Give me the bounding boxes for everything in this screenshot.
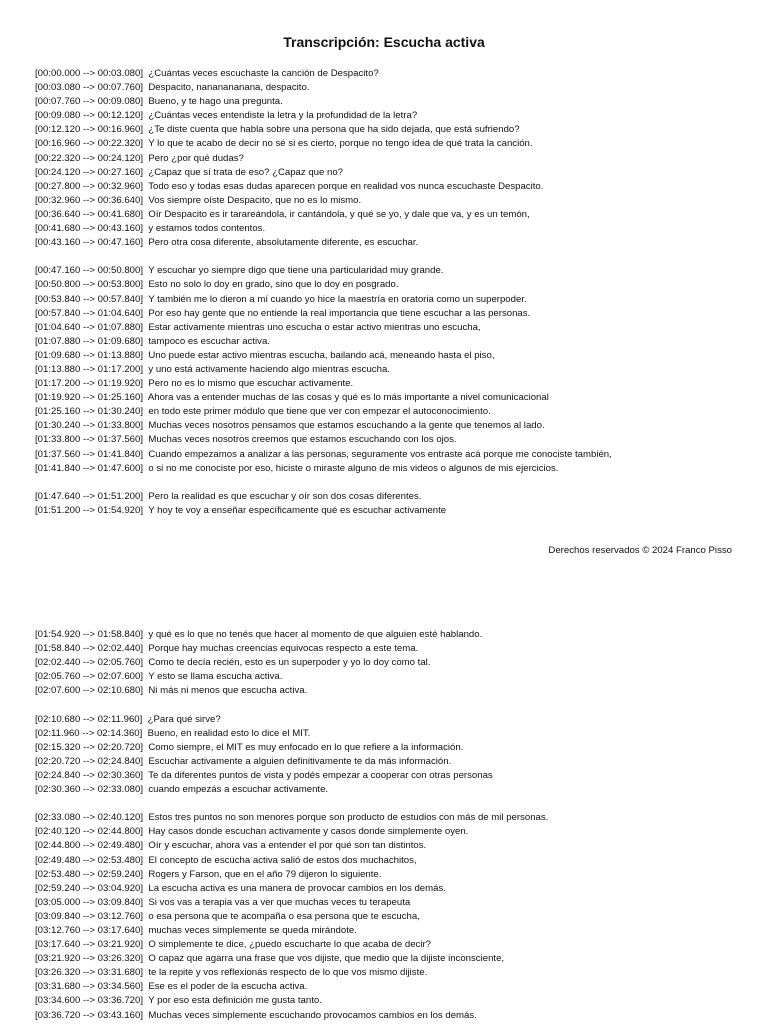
transcript-line [35, 642, 748, 656]
transcript-text: Porque hay muchas creencias equivocas respecto a este tema. [148, 643, 419, 655]
transcript-line [35, 882, 748, 896]
transcript-text: Bueno, en realidad esto lo dice el MIT. [147, 727, 311, 739]
transcript-text: cuando empezás a escuchar activamente. [148, 784, 329, 796]
transcript-line [35, 868, 748, 882]
transcript-line [35, 755, 748, 769]
timestamp: [00:12.120 --> 00:16.960] [35, 124, 144, 136]
timestamp: [01:58.840 --> 02:02.440] [35, 643, 144, 655]
transcript-line [35, 377, 748, 391]
timestamp: [00:03.080 --> 00:07.760] [35, 82, 144, 94]
timestamp: [00:41.680 --> 00:43.160] [35, 223, 144, 235]
transcript-text: ¿Te diste cuenta que habla sobre una persona que ha sido dejada, que está sufriendo? [148, 124, 520, 136]
timestamp: [01:41.840 --> 01:47.600] [35, 462, 144, 474]
transcript-text: Pero ¿por qué dudas? [148, 152, 244, 164]
timestamp: [01:54.920 --> 01:58.840] [35, 629, 144, 640]
transcript-line [35, 713, 748, 727]
transcript-line [35, 910, 748, 924]
transcript-line [35, 363, 748, 377]
transcript-text: Si vos vas a terapia vas a ver que muchas veces tu terapeuta [148, 896, 411, 908]
transcript-text: Bueno, y te hago una pregunta. [148, 96, 283, 108]
transcript-line [35, 994, 748, 1008]
transcript-text: Cuando empezamos a analizar a las personas, seguramente vos entraste acá porque me conociste también, [148, 448, 612, 460]
transcript-text: o esa persona que te acompaña o esa persona que te escucha, [148, 910, 420, 922]
timestamp: [00:09.080 --> 00:12.120] [35, 110, 144, 122]
timestamp: [00:53.840 --> 00:57.840] [35, 293, 144, 305]
timestamp: [03:36.720 --> 03:43.160] [35, 1009, 144, 1021]
transcript-line [35, 293, 748, 307]
transcript-text: Y escuchar yo siempre digo que tiene una particularidad muy grande. [148, 265, 444, 277]
transcript-text: ¿Capaz que sí trata de eso? ¿Capaz que no? [148, 166, 344, 178]
timestamp: [02:10.680 --> 02:11.960] [35, 713, 143, 725]
copyright-footer: Derechos reservados © 2024 Franco Pisso [548, 545, 732, 556]
transcript-text: y uno está activamente haciendo algo mientras escucha. [148, 363, 390, 375]
transcript-line [35, 811, 748, 825]
timestamp: [02:53.480 --> 02:59.240] [35, 868, 144, 880]
timestamp: [02:20.720 --> 02:24.840] [35, 755, 144, 767]
timestamp: [00:57.840 --> 01:04.640] [35, 307, 144, 319]
transcript-text: Pero no es lo mismo que escuchar activamente. [148, 378, 354, 390]
timestamp: [01:25.160 --> 01:30.240] [35, 406, 144, 418]
transcript-line [35, 448, 748, 462]
timestamp: [03:26.320 --> 03:31.680] [35, 967, 144, 979]
transcript-text: Muchas veces nosotros creemos que estamos escuchando con los ojos. [148, 434, 457, 446]
transcript-text: te la repite y vos reflexionás respecto de lo que vos mismo dijiste. [148, 967, 428, 979]
transcript-line [35, 236, 748, 250]
paragraph-gap [35, 797, 748, 811]
transcript-line [35, 180, 748, 194]
timestamp: [03:12.760 --> 03:17.640] [35, 924, 144, 936]
transcript-text: Y esto se llama escucha activa. [148, 671, 283, 683]
transcript-text: Y lo que te acabo de decir no sé si es cierto, porque no tengo idea de qué trata la canción. [148, 138, 533, 150]
transcript-line [35, 656, 748, 670]
transcript-text: O capaz que agarra una frase que vos dijiste, que medio que la dijiste inconsciente, [148, 953, 505, 965]
transcript-text: Pero otra cosa diferente, absolutamente diferente, es escuchar. [148, 237, 419, 249]
transcript-text: ¿Para qué sirve? [147, 713, 221, 725]
transcript-line [35, 839, 748, 853]
timestamp: [00:00.000 --> 00:03.080] [35, 68, 144, 79]
transcript-line [35, 194, 748, 208]
timestamp: [01:13.880 --> 01:17.200] [35, 363, 144, 375]
timestamp: [03:17.640 --> 03:21.920] [35, 939, 144, 951]
document-title: Transcripción: Escucha activa [283, 34, 485, 50]
transcript-text: Estar activamente mientras uno escucha o estar activo mientras uno escucha, [148, 321, 481, 333]
transcript-line [35, 67, 748, 81]
timestamp: [01:17.200 --> 01:19.920] [35, 378, 144, 390]
transcript-line [35, 222, 748, 236]
transcript-line [35, 307, 748, 321]
transcript-text: Rogers y Farson, que en el año 79 dijeron lo siguiente. [148, 868, 382, 880]
timestamp: [01:19.920 --> 01:25.160] [35, 392, 144, 404]
transcript-text: Como te decía recién, esto es un superpoder y yo lo doy como tal. [148, 657, 431, 669]
timestamp: [00:07.760 --> 00:09.080] [35, 96, 144, 108]
transcript-text: ¿Cuántas veces escuchaste la canción de Despacito? [148, 68, 379, 79]
timestamp: [02:30.360 --> 02:33.080] [35, 784, 144, 796]
transcript-line [35, 433, 748, 447]
timestamp: [01:09.680 --> 01:13.880] [35, 349, 144, 361]
transcript-text: tampoco es escuchar activa. [148, 335, 270, 347]
transcript-text: Todo eso y todas esas dudas aparecen porque en realidad vos nunca escuchaste Despacito. [148, 180, 544, 192]
transcript-line [35, 264, 748, 278]
transcript-text: Muchas veces nosotros pensamos que estamos escuchando a la gente que tenemos al lado. [148, 420, 545, 432]
timestamp: [00:22.320 --> 00:24.120] [35, 152, 144, 164]
timestamp: [02:24.840 --> 02:30.360] [35, 769, 144, 781]
transcript-line [35, 854, 748, 868]
transcript-line [35, 419, 748, 433]
transcript-line [35, 490, 748, 504]
transcript-line [35, 278, 748, 292]
timestamp: [02:33.080 --> 02:40.120] [35, 812, 144, 824]
timestamp: [00:27.800 --> 00:32.960] [35, 180, 144, 192]
transcript-block-page-1 [35, 67, 748, 518]
paragraph-gap [35, 476, 748, 490]
transcript-text: Uno puede estar activo mientras escucha, bailando acá, meneando hasta el piso, [148, 349, 495, 361]
timestamp: [02:05.760 --> 02:07.600] [35, 671, 144, 683]
transcript-block-page-2 [35, 628, 748, 1023]
transcript-line [35, 391, 748, 405]
transcript-line [35, 670, 748, 684]
timestamp: [00:16.960 --> 00:22.320] [35, 138, 144, 150]
transcript-line [35, 769, 748, 783]
timestamp: [03:31.680 --> 03:34.560] [35, 981, 144, 993]
timestamp: [00:50.800 --> 00:53.800] [35, 279, 144, 291]
transcript-text: Y también me lo dieron a mí cuando yo hice la maestría en oratoria como un superpoder. [148, 293, 527, 305]
transcript-line [35, 123, 748, 137]
timestamp: [02:07.600 --> 02:10.680] [35, 685, 144, 697]
transcript-line [35, 81, 748, 95]
transcript-text: Escuchar activamente a alguien definitivamente te da más información. [148, 755, 452, 767]
transcript-line [35, 166, 748, 180]
paragraph-gap [35, 698, 748, 712]
transcript-line [35, 109, 748, 123]
timestamp: [02:02.440 --> 02:05.760] [35, 657, 144, 669]
transcript-line [35, 405, 748, 419]
timestamp: [00:43.160 --> 00:47.160] [35, 237, 144, 249]
timestamp: [01:37.560 --> 01:41.840] [35, 448, 144, 460]
timestamp: [01:33.800 --> 01:37.560] [35, 434, 144, 446]
transcript-line [35, 95, 748, 109]
timestamp: [00:32.960 --> 00:36.640] [35, 194, 144, 206]
transcript-text: Ni más ni menos que escucha activa. [148, 685, 308, 697]
timestamp: [01:30.240 --> 01:33.800] [35, 420, 144, 432]
transcript-text: en todo este primer módulo que tiene que ver con empezar el autoconocimiento. [148, 406, 491, 418]
transcript-text: Despacito, nananananana, despacito. [148, 82, 310, 94]
transcript-text: Pero la realidad es que escuchar y oír son dos cosas diferentes. [148, 490, 422, 502]
transcript-line [35, 727, 748, 741]
transcript-text: Ese es el poder de la escucha activa. [148, 981, 308, 993]
timestamp: [02:40.120 --> 02:44.800] [35, 826, 144, 838]
transcript-text: y qué es lo que no tenés que hacer al momento de que alguien esté hablando. [148, 629, 483, 640]
transcript-text: El concepto de escucha activa salió de estos dos muchachitos, [148, 854, 417, 866]
transcript-line [35, 825, 748, 839]
timestamp: [03:05.000 --> 03:09.840] [35, 896, 144, 908]
transcript-text: ¿Cuántas veces entendiste la letra y la profundidad de la letra? [148, 110, 418, 122]
transcript-text: O simplemente te dice, ¿puedo escucharte lo que acaba de decir? [148, 939, 432, 951]
transcript-text: Esto no solo lo doy en grado, sino que lo doy en posgrado. [148, 279, 399, 291]
transcript-line [35, 980, 748, 994]
transcript-line [35, 152, 748, 166]
timestamp: [01:07.880 --> 01:09.680] [35, 335, 144, 347]
timestamp: [03:21.920 --> 03:26.320] [35, 953, 144, 965]
transcript-text: Vos siempre oíste Despacito, que no es lo mismo. [148, 194, 362, 206]
transcript-text: Y por eso esta definición me gusta tanto. [148, 995, 322, 1007]
transcript-text: Hay casos donde escuchan activamente y casos donde simplemente oyen. [148, 826, 469, 838]
transcript-text: Y hoy te voy a enseñar específicamente qué es escuchar activamente [148, 504, 447, 516]
transcript-text: Como siempre, el MIT es muy enfocado en lo que refiere a la información. [148, 741, 464, 753]
paragraph-gap [35, 250, 748, 264]
timestamp: [01:47.640 --> 01:51.200] [35, 490, 144, 502]
transcript-line [35, 137, 748, 151]
timestamp: [02:15.320 --> 02:20.720] [35, 741, 144, 753]
timestamp: [01:04.640 --> 01:07.880] [35, 321, 144, 333]
transcript-text: muchas veces simplemente se queda mirándote. [148, 924, 357, 936]
timestamp: [02:11.960 --> 02:14.360] [35, 727, 143, 739]
transcript-line [35, 349, 748, 363]
transcript-line [35, 783, 748, 797]
transcript-line [35, 952, 748, 966]
timestamp: [00:24.120 --> 00:27.160] [35, 166, 144, 178]
timestamp: [02:49.480 --> 02:53.480] [35, 854, 144, 866]
transcript-text: Ahora vas a entender muchas de las cosas y qué es lo más importante a nivel comunicacional [147, 392, 549, 404]
transcript-line [35, 938, 748, 952]
transcript-text: Muchas veces simplemente escuchando provocamos cambios en los demás. [148, 1009, 477, 1021]
transcript-line [35, 924, 748, 938]
timestamp: [01:51.200 --> 01:54.920] [35, 504, 144, 516]
timestamp: [03:09.840 --> 03:12.760] [35, 910, 144, 922]
transcript-line [35, 504, 748, 518]
transcript-text: Por eso hay gente que no entiende la real importancia que tiene escuchar a las personas. [148, 307, 531, 319]
transcript-text: y estamos todos contentos. [148, 223, 266, 235]
transcript-text: Te da diferentes puntos de vista y podés empezar a cooperar con otras personas [148, 769, 493, 781]
transcript-line [35, 321, 748, 335]
timestamp: [03:34.600 --> 03:36.720] [35, 995, 144, 1007]
timestamp: [00:36.640 --> 00:41.680] [35, 208, 144, 220]
transcript-line [35, 1009, 748, 1023]
timestamp: [00:47.160 --> 00:50.800] [35, 265, 144, 277]
transcript-text: o si no me conociste por eso, hiciste o miraste alguno de mis videos o algunos de mis ejercicios. [148, 462, 559, 474]
transcript-line [35, 628, 748, 642]
transcript-line [35, 462, 748, 476]
transcript-text: La escucha activa es una manera de provocar cambios en los demás. [148, 882, 446, 894]
timestamp: [02:44.800 --> 02:49.480] [35, 840, 144, 852]
transcript-line [35, 741, 748, 755]
transcript-text: Oír Despacito es ir tarareándola, ir cantándola, y qué se yo, y dale que va, y es un temón, [148, 208, 530, 220]
transcript-line [35, 966, 748, 980]
transcript-line [35, 335, 748, 349]
transcript-line [35, 208, 748, 222]
transcript-text: Estos tres puntos no son menores porque son producto de estudios con más de mil personas. [148, 812, 549, 824]
transcript-line [35, 896, 748, 910]
transcript-text: Oír y escuchar, ahora vas a entender el por qué son tan distintos. [148, 840, 427, 852]
timestamp: [02:59.240 --> 03:04.920] [35, 882, 144, 894]
transcript-line [35, 684, 748, 698]
